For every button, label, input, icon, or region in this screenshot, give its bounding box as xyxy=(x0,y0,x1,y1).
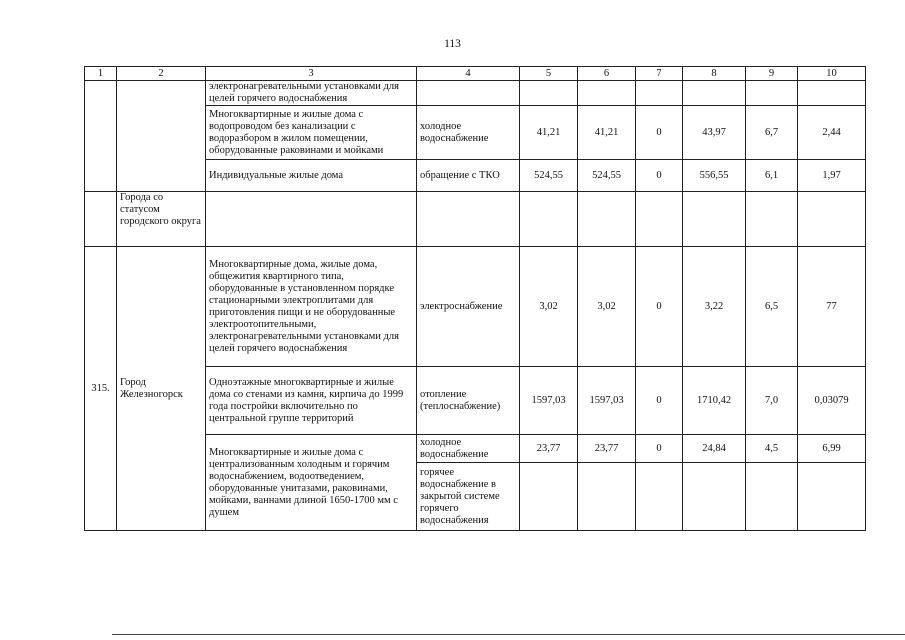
cell-locality xyxy=(117,81,206,192)
cell-value: 556,55 xyxy=(683,160,746,192)
cell-value: 1,97 xyxy=(798,160,866,192)
table-row xyxy=(85,192,866,247)
cell-value: 6,99 xyxy=(798,435,866,463)
page-number: 113 xyxy=(444,38,461,50)
cell-service: обращение с ТКО xyxy=(417,160,520,192)
header-cell: 4 xyxy=(417,67,520,81)
cell-locality: Город Железногорск xyxy=(117,247,206,531)
page-bottom-rule xyxy=(112,634,905,635)
cell-value: 0 xyxy=(636,160,683,192)
cell-value: 0 xyxy=(636,106,683,160)
table-row xyxy=(85,247,866,367)
header-cell: 6 xyxy=(578,67,636,81)
header-cell: 2 xyxy=(117,67,206,81)
cell-value: 2,44 xyxy=(798,106,866,160)
cell-value: 1597,03 xyxy=(520,367,578,435)
cell-category: Многоквартирные и жилые дома с водопроводом без канализации с водоразбором в жилом помещении, оборудованные раковинами и мойками xyxy=(206,106,417,160)
header-cell: 9 xyxy=(746,67,798,81)
cell-value: 0,03079 xyxy=(798,367,866,435)
header-cell: 7 xyxy=(636,67,683,81)
cell-value: 6,1 xyxy=(746,160,798,192)
cell-category: Многоквартирные и жилые дома с централизованным холодным и горячим водоснабжением, водоотведением, оборудованные унитазами, раковинами, мойками, ваннами длиной 1650-1700 мм с душем xyxy=(206,435,417,531)
cell-value: 524,55 xyxy=(578,160,636,192)
cell-category: электронагревательными установками для целей горячего водоснабжения xyxy=(206,81,417,106)
cell-value: 3,02 xyxy=(578,247,636,367)
cell-value: 0 xyxy=(636,435,683,463)
cell-value: 7,0 xyxy=(746,367,798,435)
table-row xyxy=(85,81,866,106)
cell-value: 3,02 xyxy=(520,247,578,367)
cell-value: 6,5 xyxy=(746,247,798,367)
cell-number: 315. xyxy=(85,247,117,531)
cell-service: отопление (теплоснабжение) xyxy=(417,367,520,435)
header-cell: 1 xyxy=(85,67,117,81)
cell-value: 41,21 xyxy=(578,106,636,160)
cell-value: 23,77 xyxy=(578,435,636,463)
cell-value: 41,21 xyxy=(520,106,578,160)
cell-value: 6,7 xyxy=(746,106,798,160)
cell-service: холодное водоснабжение xyxy=(417,435,520,463)
cell-value: 524,55 xyxy=(520,160,578,192)
cell-category: Индивидуальные жилые дома xyxy=(206,160,417,192)
cell-number xyxy=(85,81,117,192)
cell-value: 0 xyxy=(636,247,683,367)
header-cell: 10 xyxy=(798,67,866,81)
cell-category: Одноэтажные многоквартирные и жилые дома со стенами из камня, кирпича до 1999 года постройки включительно по центральной группе территорий xyxy=(206,367,417,435)
cell-service: горячее водоснабжение в закрытой системе горячего водоснабжения xyxy=(417,463,520,531)
cell-value: 3,22 xyxy=(683,247,746,367)
header-cell: 5 xyxy=(520,67,578,81)
header-cell: 3 xyxy=(206,67,417,81)
header-cell: 8 xyxy=(683,67,746,81)
cell-value: 43,97 xyxy=(683,106,746,160)
cell-service: холодное водоснабжение xyxy=(417,106,520,160)
cell-value: 23,77 xyxy=(520,435,578,463)
cell-locality: Города со статусом городского округа xyxy=(117,192,206,247)
cell-category: Многоквартирные дома, жилые дома, общежития квартирного типа, оборудованные в установленном порядке стационарными электроплитами для приготовления пищи и не оборудованные электроотопительными, электронагревательными установками для целей горячего водоснабжения xyxy=(206,247,417,367)
cell-number xyxy=(85,192,117,247)
cell-service: электроснабжение xyxy=(417,247,520,367)
cell-value: 1597,03 xyxy=(578,367,636,435)
cell-value: 24,84 xyxy=(683,435,746,463)
cell-value: 4,5 xyxy=(746,435,798,463)
header-row xyxy=(85,67,866,81)
cell-value: 77 xyxy=(798,247,866,367)
cell-value: 1710,42 xyxy=(683,367,746,435)
cell-value: 0 xyxy=(636,367,683,435)
tariff-table xyxy=(84,66,866,531)
